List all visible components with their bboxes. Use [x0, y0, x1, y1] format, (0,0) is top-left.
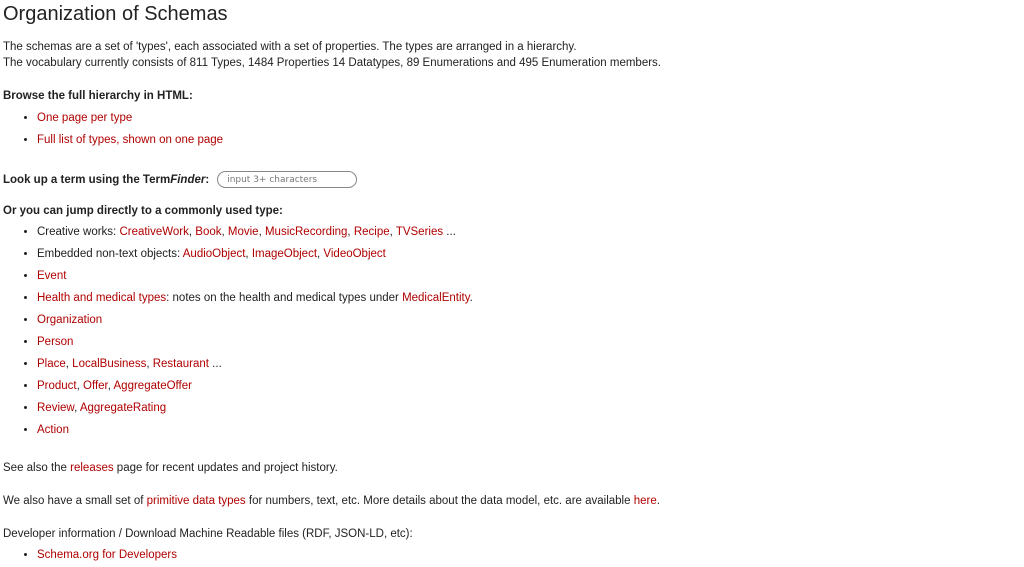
developer-list — [3, 544, 1021, 566]
developer-text: Developer information / Download Machine Readable files (RDF, JSON-LD, etc): — [3, 528, 413, 540]
aggregateoffer-link[interactable]: AggregateOffer — [113, 380, 192, 392]
person-link[interactable]: Person — [37, 336, 74, 348]
releases-link[interactable]: releases — [70, 462, 114, 474]
browse-list — [3, 107, 1021, 151]
imageobject-link[interactable]: ImageObject — [251, 248, 318, 260]
releases-suffix: page for recent updates and project history. — [113, 462, 338, 474]
list-item-person — [37, 331, 1021, 353]
list-item-action — [37, 419, 1021, 441]
list-item-product: • Product, Offer, AggregateOffer — [37, 375, 1021, 397]
place-ellipsis: ... — [208, 358, 222, 370]
list-item-event — [37, 265, 1021, 287]
browse-heading: Browse the full hierarchy in HTML: — [3, 90, 193, 102]
creative-works-ellipsis: ... — [443, 226, 456, 238]
list-item — [37, 129, 1021, 151]
termfinder-label-em: Finder — [170, 173, 206, 186]
jump-heading: Or you can jump directly to a commonly used type: — [3, 205, 283, 217]
tvseries-link[interactable]: TVSeries — [395, 226, 444, 238]
browse-section — [3, 88, 1021, 151]
intro-line-1: The schemas are a set of 'types', each associated with a set of properties. The types are arranged in a hierarchy. — [3, 41, 577, 53]
localbusiness-link[interactable]: LocalBusiness — [72, 358, 147, 370]
primitive-middle: for numbers, text, etc. More details about the data model, etc. are available — [245, 495, 634, 507]
recipe-link[interactable]: Recipe — [353, 226, 390, 238]
creativework-link[interactable]: CreativeWork — [119, 226, 189, 238]
full-list-of-types-link[interactable]: Full list of types, shown on one page — [37, 134, 224, 146]
aggregaterating-link[interactable]: AggregateRating — [79, 402, 167, 414]
place-link[interactable]: Place — [37, 358, 66, 370]
termfinder-label-prefix: Look up a term using the Term — [3, 173, 171, 186]
termfinder-label-suffix: : — [205, 173, 210, 186]
list-item-place: • Place, LocalBusiness, Restaurant ... — [37, 353, 1021, 375]
health-notes-text: : notes on the health and medical types under — [166, 292, 403, 304]
releases-paragraph — [3, 460, 1021, 476]
page-title: Organization of Schemas — [3, 3, 228, 25]
review-link[interactable]: Review — [37, 402, 75, 414]
primitive-prefix: We also have a small set of — [3, 495, 147, 507]
medicalentity-link[interactable]: MedicalEntity — [402, 292, 470, 304]
list-item — [37, 544, 1021, 566]
list-item-embedded-objects: • Embedded non-text objects: AudioObject, ImageObject, VideoObject — [37, 243, 1021, 265]
intro-line-2: The vocabulary currently consists of 811 Types, 1484 Properties 14 Datatypes, 89 Enumerations and 495 Enumeration members. — [3, 57, 661, 69]
movie-link[interactable]: Movie — [227, 226, 259, 238]
list-item-creative-works: • Creative works: CreativeWork, Book, Movie, MusicRecording, Recipe, TVSeries ... — [37, 221, 1021, 243]
one-page-per-type-link[interactable]: One page per type — [37, 112, 133, 124]
event-link[interactable]: Event — [37, 270, 67, 282]
list-item-organization — [37, 309, 1021, 331]
health-medical-types-link[interactable]: Health and medical types — [37, 292, 167, 304]
jump-list — [3, 221, 1021, 441]
schema-org-for-developers-link[interactable]: Schema.org for Developers — [37, 549, 177, 561]
action-link[interactable]: Action — [37, 424, 69, 436]
primitive-data-types-link[interactable]: primitive data types — [146, 495, 246, 507]
health-period: . — [469, 292, 473, 304]
organization-link[interactable]: Organization — [37, 314, 103, 326]
intro — [3, 39, 1021, 71]
termfinder-search-input[interactable] — [217, 171, 357, 188]
restaurant-link[interactable]: Restaurant — [152, 358, 209, 370]
releases-prefix: See also the — [3, 462, 71, 474]
termfinder-row — [3, 171, 1021, 188]
list-item-health — [37, 287, 1021, 309]
embedded-objects-label: Embedded non-text objects: — [37, 248, 183, 260]
audioobject-link[interactable]: AudioObject — [182, 248, 246, 260]
offer-link[interactable]: Offer — [83, 380, 108, 392]
product-link[interactable]: Product — [37, 380, 77, 392]
here-link[interactable]: here — [633, 495, 657, 507]
list-item-review: • Review, AggregateRating — [37, 397, 1021, 419]
creative-works-label: Creative works: — [37, 226, 120, 238]
jump-section — [3, 203, 1021, 441]
list-item — [37, 107, 1021, 129]
videoobject-link[interactable]: VideoObject — [323, 248, 386, 260]
primitive-suffix: . — [656, 495, 660, 507]
book-link[interactable]: Book — [195, 226, 222, 238]
musicrecording-link[interactable]: MusicRecording — [264, 226, 348, 238]
primitive-paragraph — [3, 493, 1021, 509]
termfinder-label — [3, 172, 209, 188]
developer-section — [3, 526, 1021, 566]
